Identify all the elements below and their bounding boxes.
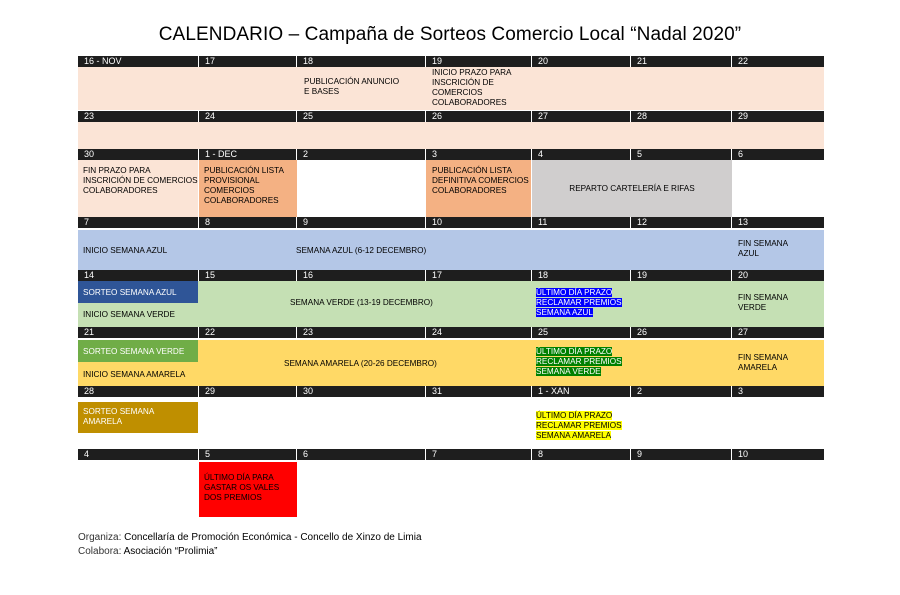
event-ultimo-verde: ÚLTIMO DÍA PRAZO RECLAMAR PREMIOS SEMANA VERDE	[536, 347, 622, 376]
day-header: 9	[631, 449, 731, 460]
day-header: 3	[732, 386, 824, 397]
event-lista-definitiva: PUBLICACIÓN LISTA DEFINITIVA COMERCIOS COLABORADORES	[426, 160, 531, 217]
event-inicio-azul: INICIO SEMANA AZUL	[83, 246, 168, 255]
event-publicacion-anuncio: PUBLICACIÓN ANUNCIO E BASES	[304, 77, 400, 96]
day-header: 6	[297, 449, 425, 460]
day-header: 4	[532, 149, 630, 160]
day-header: 2	[631, 386, 731, 397]
event-fin-prazo: FIN PRAZO PARA INSCRICIÓN DE COMERCIOS COLABORADORES	[78, 160, 198, 217]
day-header: 18	[297, 56, 425, 67]
colabora-key: Colabora:	[78, 546, 122, 557]
day-header: 17	[426, 270, 531, 281]
day-header: 10	[732, 449, 824, 460]
footer-organiza	[78, 531, 422, 545]
event-ultimo-azul: ÚLTIMO DÍA PRAZO RECLAMAR PREMIOS SEMANA AZUL	[536, 288, 622, 317]
day-header: 16	[297, 270, 425, 281]
event-reparto: REPARTO CARTELERÍA E RIFAS	[532, 160, 732, 217]
day-header: 30	[297, 386, 425, 397]
day-header: 24	[199, 111, 296, 122]
day-header: 27	[732, 327, 824, 338]
event-inicio-amarela: INICIO SEMANA AMARELA	[83, 370, 186, 379]
day-header: 21	[78, 327, 198, 338]
day-header: 22	[199, 327, 296, 338]
event-sorteo-azul: SORTEO SEMANA AZUL	[78, 281, 198, 303]
day-header: 7	[426, 449, 531, 460]
day-header: 11	[532, 217, 630, 228]
day-header: 29	[199, 386, 296, 397]
event-fin-verde: FIN SEMANA VERDE	[738, 293, 788, 312]
day-header: 20	[732, 270, 824, 281]
event-sorteo-amarela: SORTEO SEMANA AMARELA	[78, 402, 198, 433]
event-sorteo-verde: SORTEO SEMANA VERDE	[78, 340, 198, 362]
day-header: 1 - DEC	[199, 149, 296, 160]
day-header: 5	[199, 449, 296, 460]
day-header: 22	[732, 56, 824, 67]
colabora-value: Asociación “Prolimia”	[123, 546, 218, 557]
day-header: 21	[631, 56, 731, 67]
event-ultimo-vales: ÚLTIMO DÍA PARA GASTAR OS VALES DOS PREMIOS	[199, 462, 297, 517]
day-header: 17	[199, 56, 296, 67]
day-header: 26	[426, 111, 531, 122]
day-header: 9	[297, 217, 425, 228]
day-header: 26	[631, 327, 731, 338]
week-4-background	[78, 230, 824, 270]
day-header: 25	[297, 111, 425, 122]
organiza-value: Concellaría de Promoción Económica - Concello de Xinzo de Limia	[124, 532, 422, 543]
day-header: 1 - XAN	[532, 386, 630, 397]
day-header: 10	[426, 217, 531, 228]
day-header: 8	[199, 217, 296, 228]
day-header: 12	[631, 217, 731, 228]
week-2-background	[78, 122, 824, 149]
day-header: 16 - NOV	[78, 56, 198, 67]
day-header: 25	[532, 327, 630, 338]
event-fin-amarela: FIN SEMANA AMARELA	[738, 353, 788, 372]
event-inicio-prazo: INICIO PRAZO PARA INSCRICIÓN DE COMERCIOS COLABORADORES	[432, 68, 512, 107]
day-header: 19	[426, 56, 531, 67]
day-header: 8	[532, 449, 630, 460]
day-header: 7	[78, 217, 198, 228]
day-header: 27	[532, 111, 630, 122]
event-ultimo-amarela: ÚLTIMO DÍA PRAZO RECLAMAR PREMIOS SEMANA AMARELA	[536, 411, 622, 440]
day-header: 18	[532, 270, 630, 281]
footer-colabora	[78, 545, 218, 559]
event-semana-azul: SEMANA AZUL (6-12 DECEMBRO)	[296, 246, 427, 255]
event-lista-provisional: PUBLICACIÓN LISTA PROVISIONAL COMERCIOS COLABORADORES	[199, 160, 297, 217]
day-header: 30	[78, 149, 198, 160]
event-fin-azul: FIN SEMANA AZUL	[738, 239, 788, 258]
day-header: 28	[631, 111, 731, 122]
day-header: 6	[732, 149, 824, 160]
day-header: 2	[297, 149, 425, 160]
day-header: 23	[297, 327, 425, 338]
day-header: 20	[532, 56, 630, 67]
day-header: 4	[78, 449, 198, 460]
day-header: 31	[426, 386, 531, 397]
day-header: 14	[78, 270, 198, 281]
day-header: 29	[732, 111, 824, 122]
day-header: 3	[426, 149, 531, 160]
day-header: 15	[199, 270, 296, 281]
day-header: 13	[732, 217, 824, 228]
day-header: 5	[631, 149, 731, 160]
day-header: 19	[631, 270, 731, 281]
event-inicio-verde: INICIO SEMANA VERDE	[83, 310, 175, 319]
page-title: CALENDARIO – Campaña de Sorteos Comercio Local “Nadal 2020”	[158, 24, 742, 45]
event-semana-verde: SEMANA VERDE (13-19 DECEMBRO)	[290, 298, 433, 307]
event-semana-amarela: SEMANA AMARELA (20-26 DECEMBRO)	[284, 359, 437, 368]
day-header: 24	[426, 327, 531, 338]
day-header: 28	[78, 386, 198, 397]
organiza-key: Organiza:	[78, 532, 122, 543]
day-header: 23	[78, 111, 198, 122]
